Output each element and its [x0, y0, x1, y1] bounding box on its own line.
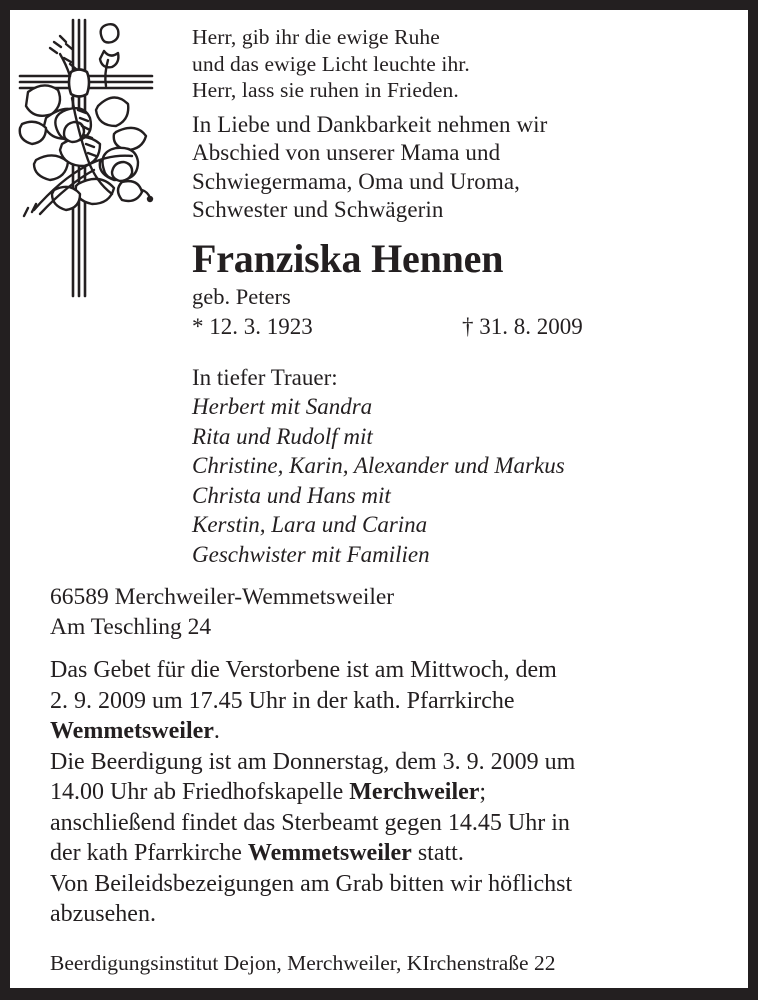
life-dates [192, 312, 712, 342]
mourners-list [192, 392, 712, 569]
mourner-line: Christa und Hans mit [192, 482, 391, 508]
burial-line-4 [50, 838, 722, 869]
burial-line-3: anschließend findet das Sterbeamt gegen 14.45 Uhr in [50, 809, 570, 836]
burial-chapel: Merchweiler [349, 779, 480, 805]
verse-line-3: Herr, lass sie ruhen in Frieden. [192, 78, 459, 102]
verse-line-2: und das ewige Licht leuchte ihr. [192, 51, 470, 76]
lower-text-block [50, 582, 722, 977]
intro-line-4: Schwester und Schwägerin [192, 197, 444, 222]
burial-line-2-pre: 14.00 Uhr ab Friedhofskapelle [50, 779, 350, 805]
obituary-card [10, 10, 748, 988]
intro-line-1: In Liebe und Dankbarkeit nehmen wir [192, 111, 548, 137]
prayer-line-3 [50, 716, 722, 747]
condolences-line-2: abzusehen. [50, 901, 156, 927]
mass-church: Wemmetsweiler [247, 840, 412, 866]
death-date: † 31. 8. 2009 [462, 313, 583, 339]
address-block [50, 582, 722, 642]
mourner-line: Geschwister mit Familien [192, 541, 430, 567]
mourners-heading: In tiefer Trauer: [192, 364, 338, 390]
mourner-line: Rita und Rudolf mit [192, 423, 373, 449]
intro-line-3: Schwiegermama, Oma und Uroma, [192, 168, 520, 194]
maiden-name: geb. Peters [192, 283, 291, 309]
verse-block [192, 24, 712, 104]
condolences-line-1: Von Beileidsbezeigungen am Grab bitten wir höflichst [50, 870, 573, 897]
verse-line-1: Herr, gib ihr die ewige Ruhe [192, 25, 440, 49]
upper-text-block [192, 24, 712, 569]
prayer-church: Wemmetsweiler [50, 718, 214, 744]
cross-with-roses-icon [16, 14, 176, 304]
burial-line-4-pre: der kath Pfarrkirche [50, 840, 248, 866]
mourner-line: Herbert mit Sandra [192, 394, 373, 419]
address-line-1: 66589 Merchweiler-Wemmetsweiler [50, 584, 395, 610]
burial-line-2 [50, 777, 722, 808]
burial-line-4-tail: statt. [411, 840, 464, 866]
burial-line-1: Die Beerdigung ist am Donnerstag, dem 3. 9. 2009 um [50, 748, 576, 775]
intro-block [192, 111, 712, 225]
burial-line-2-tail: ; [479, 779, 487, 805]
funeral-home-credit: Beerdigungsinstitut Dejon, Merchweiler, KIrchenstraße 22 [50, 950, 556, 975]
prayer-line-1: Das Gebet für die Verstorbene ist am Mittwoch, dem [50, 657, 557, 683]
intro-line-2: Abschied von unserer Mama und [192, 140, 501, 165]
birth-date: * 12. 3. 1923 [192, 313, 313, 339]
prayer-line-3-tail: . [213, 718, 220, 744]
mourner-line: Kerstin, Lara und Carina [192, 512, 428, 537]
prayer-line-2: 2. 9. 2009 um 17.45 Uhr in der kath. Pfarrkirche [50, 687, 515, 714]
address-line-2: Am Teschling 24 [50, 614, 212, 640]
service-details [50, 655, 722, 930]
deceased-name: Franziska Hennen [192, 235, 504, 281]
mourner-line: Christine, Karin, Alexander und Markus [192, 453, 565, 478]
